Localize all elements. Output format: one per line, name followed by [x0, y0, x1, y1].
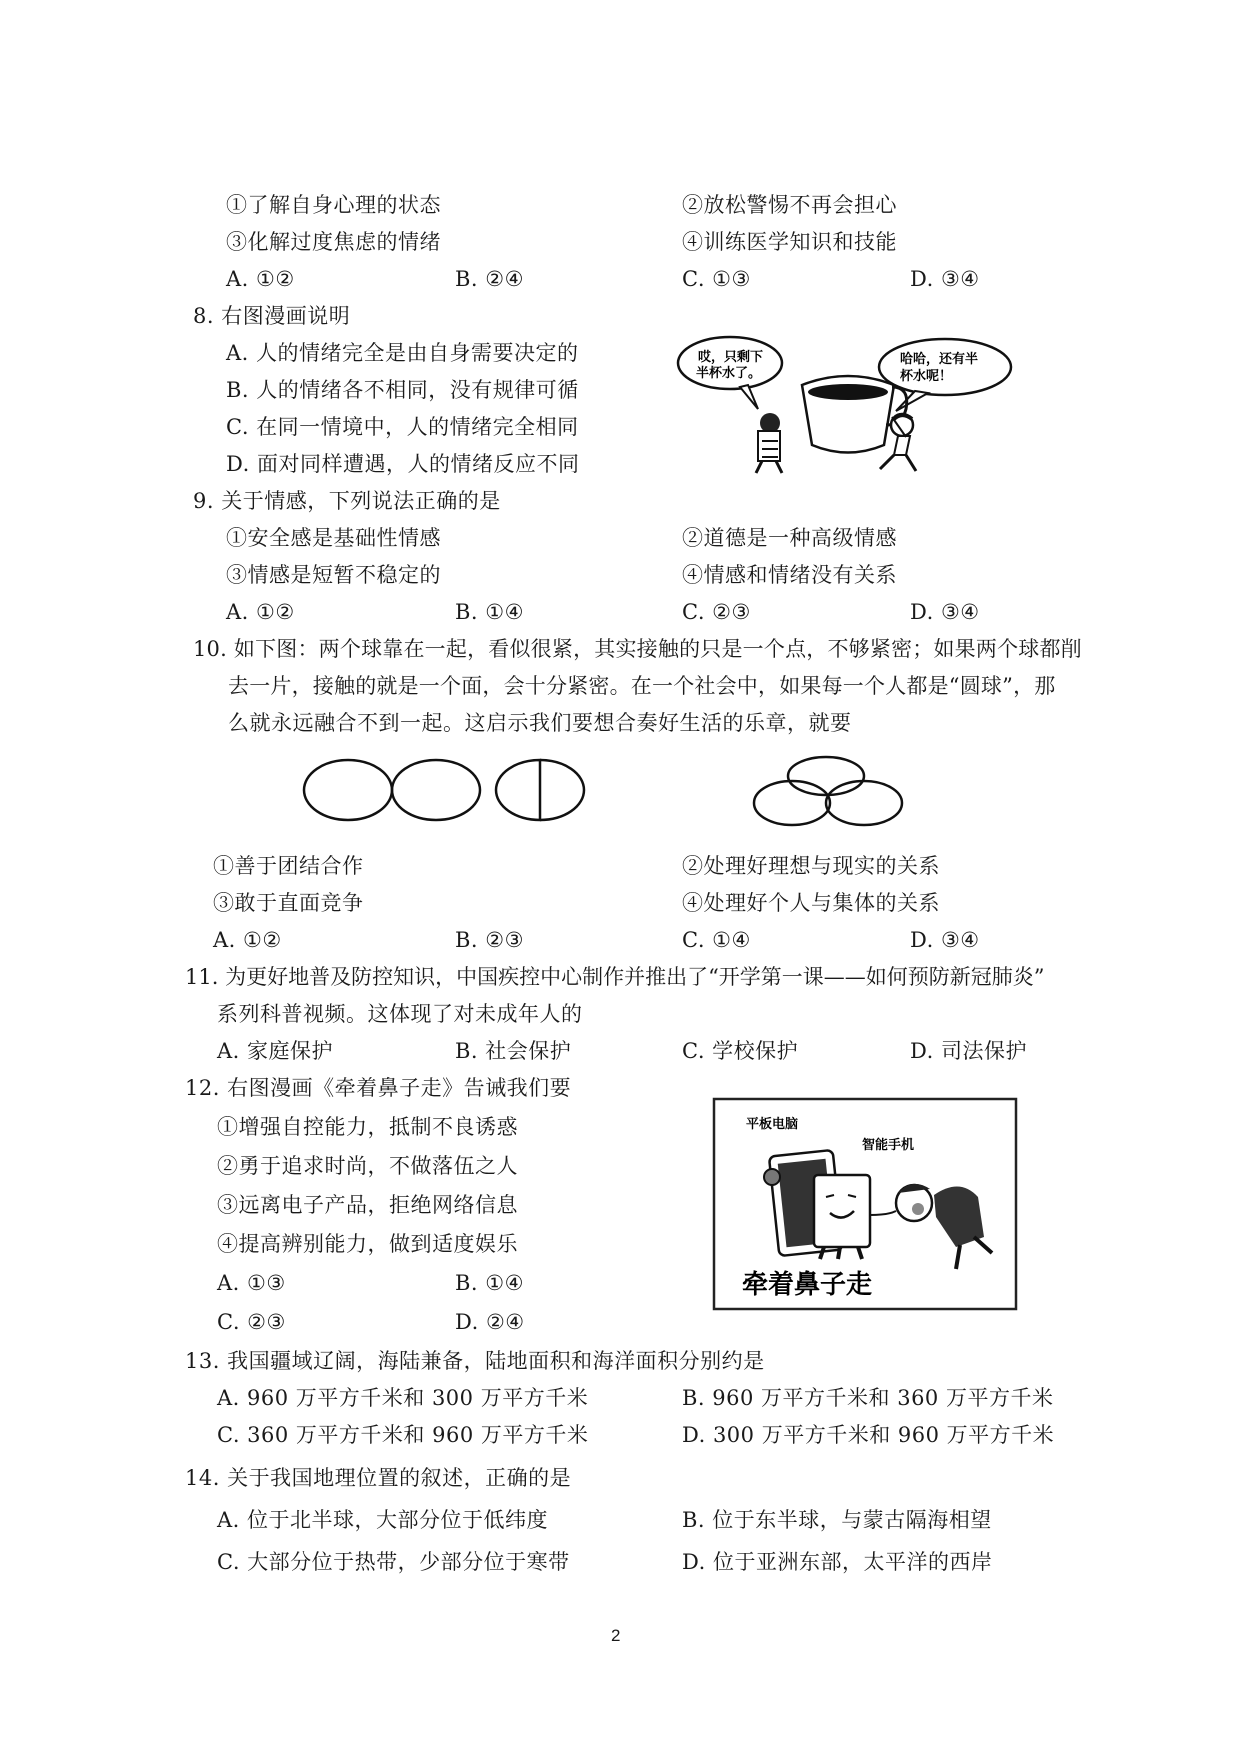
q7-option-c: C. ①③	[682, 267, 751, 291]
q14-option-d: D. 位于亚洲东部，太平洋的西岸	[682, 1550, 993, 1574]
q12-statement-3: ③远离电子产品，拒绝网络信息	[217, 1193, 518, 1217]
q8-option-c: C. 在同一情境中，人的情绪完全相同	[226, 415, 579, 439]
q11-option-d: D. 司法保护	[910, 1039, 1027, 1063]
q9-statement-2: ②道德是一种高级情感	[682, 526, 897, 550]
q10-statement-4: ④处理好个人与集体的关系	[682, 891, 940, 915]
q12-option-a: A. ①③	[217, 1271, 286, 1295]
q9-statement-3: ③情感是短暂不稳定的	[226, 563, 441, 587]
q10-statement-1: ①善于团结合作	[213, 854, 364, 878]
q14-option-b: B. 位于东半球，与蒙古隔海相望	[682, 1508, 992, 1532]
q14-stem: 14. 关于我国地理位置的叙述，正确的是	[185, 1466, 572, 1490]
q14-option-c: C. 大部分位于热带，少部分位于寒带	[217, 1550, 570, 1574]
page-number: 2	[611, 1626, 621, 1645]
q7-option-b: B. ②④	[455, 267, 524, 291]
q10-option-a: A. ①②	[213, 928, 282, 952]
right-bubble-text: 哈哈，还有半	[900, 352, 979, 367]
spheres-diagram	[290, 750, 930, 835]
q8-option-b: B. 人的情绪各不相同，没有规律可循	[226, 378, 579, 402]
q7-option-d: D. ③④	[910, 267, 980, 291]
q7-statement-1: ①了解自身心理的状态	[226, 193, 441, 217]
q10-stem-line-3: 么就永远融合不到一起。这启示我们要想合奏好生活的乐章，就要	[228, 711, 852, 735]
half-glass-cartoon	[670, 325, 1020, 475]
q11-option-b: B. 社会保护	[455, 1039, 572, 1063]
q13-option-a: A. 960 万平方千米和 300 万平方千米	[217, 1386, 589, 1410]
q10-option-c: C. ①④	[682, 928, 751, 952]
q9-statement-1: ①安全感是基础性情感	[226, 526, 441, 550]
q11-stem-line-1: 11. 为更好地普及防控知识，中国疾控中心制作并推出了“开学第一课——如何预防新冠肺炎”	[185, 965, 1045, 989]
q8-stem: 8. 右图漫画说明	[193, 304, 351, 328]
q8-option-d: D. 面对同样遭遇，人的情绪反应不同	[226, 452, 580, 476]
q7-statement-2: ②放松警惕不再会担心	[682, 193, 897, 217]
q11-stem-line-2: 系列科普视频。这体现了对未成年人的	[217, 1002, 583, 1026]
q7-statement-3: ③化解过度焦虑的情绪	[226, 230, 441, 254]
q10-option-d: D. ③④	[910, 928, 980, 952]
label-phone: 智能手机	[862, 1138, 915, 1153]
q7-option-a: A. ①②	[226, 267, 295, 291]
q7-statement-4: ④训练医学知识和技能	[682, 230, 897, 254]
q11-option-a: A. 家庭保护	[217, 1039, 334, 1063]
q12-statement-1: ①增强自控能力，抵制不良诱惑	[217, 1115, 518, 1139]
q13-option-b: B. 960 万平方千米和 360 万平方千米	[682, 1386, 1054, 1410]
svg-text:杯水呢！: 杯水呢！	[900, 369, 953, 384]
left-bubble-text: 哎，只剩下	[698, 350, 764, 365]
q11-option-c: C. 学校保护	[682, 1039, 799, 1063]
svg-text:半杯水了。: 半杯水了。	[696, 366, 762, 381]
q9-option-a: A. ①②	[226, 600, 295, 624]
q12-statement-4: ④提高辨别能力，做到适度娱乐	[217, 1232, 518, 1256]
q12-stem: 12. 右图漫画《牵着鼻子走》告诫我们要	[185, 1076, 572, 1100]
cartoon-caption: 牵着鼻子走	[742, 1270, 873, 1300]
q12-option-d: D. ②④	[455, 1310, 525, 1334]
q10-statement-2: ②处理好理想与现实的关系	[682, 854, 940, 878]
q9-option-b: B. ①④	[455, 600, 524, 624]
q10-stem-line-2: 去一片，接触的就是一个面，会十分紧密。在一个社会中，如果每一个人都是“圆球”，那	[228, 674, 1056, 698]
label-tablet: 平板电脑	[746, 1117, 799, 1132]
q13-stem: 13. 我国疆域辽阔，海陆兼备，陆地面积和海洋面积分别约是	[185, 1349, 765, 1373]
q12-statement-2: ②勇于追求时尚，不做落伍之人	[217, 1154, 518, 1178]
q14-option-a: A. 位于北半球，大部分位于低纬度	[217, 1508, 549, 1532]
q9-option-d: D. ③④	[910, 600, 980, 624]
q8-option-a: A. 人的情绪完全是由自身需要决定的	[226, 341, 579, 365]
q12-option-b: B. ①④	[455, 1271, 524, 1295]
q13-option-c: C. 360 万平方千米和 960 万平方千米	[217, 1423, 589, 1447]
q10-statement-3: ③敢于直面竞争	[213, 891, 364, 915]
q9-statement-4: ④情感和情绪没有关系	[682, 563, 897, 587]
q9-option-c: C. ②③	[682, 600, 751, 624]
led-by-the-nose-cartoon	[712, 1097, 1018, 1311]
q9-stem: 9. 关于情感，下列说法正确的是	[193, 489, 501, 513]
q13-option-d: D. 300 万平方千米和 960 万平方千米	[682, 1423, 1055, 1447]
q12-option-c: C. ②③	[217, 1310, 286, 1334]
q10-option-b: B. ②③	[455, 928, 524, 952]
q10-stem-line-1: 10. 如下图：两个球靠在一起，看似很紧，其实接触的只是一个点，不够紧密；如果两个球都削	[193, 637, 1082, 661]
